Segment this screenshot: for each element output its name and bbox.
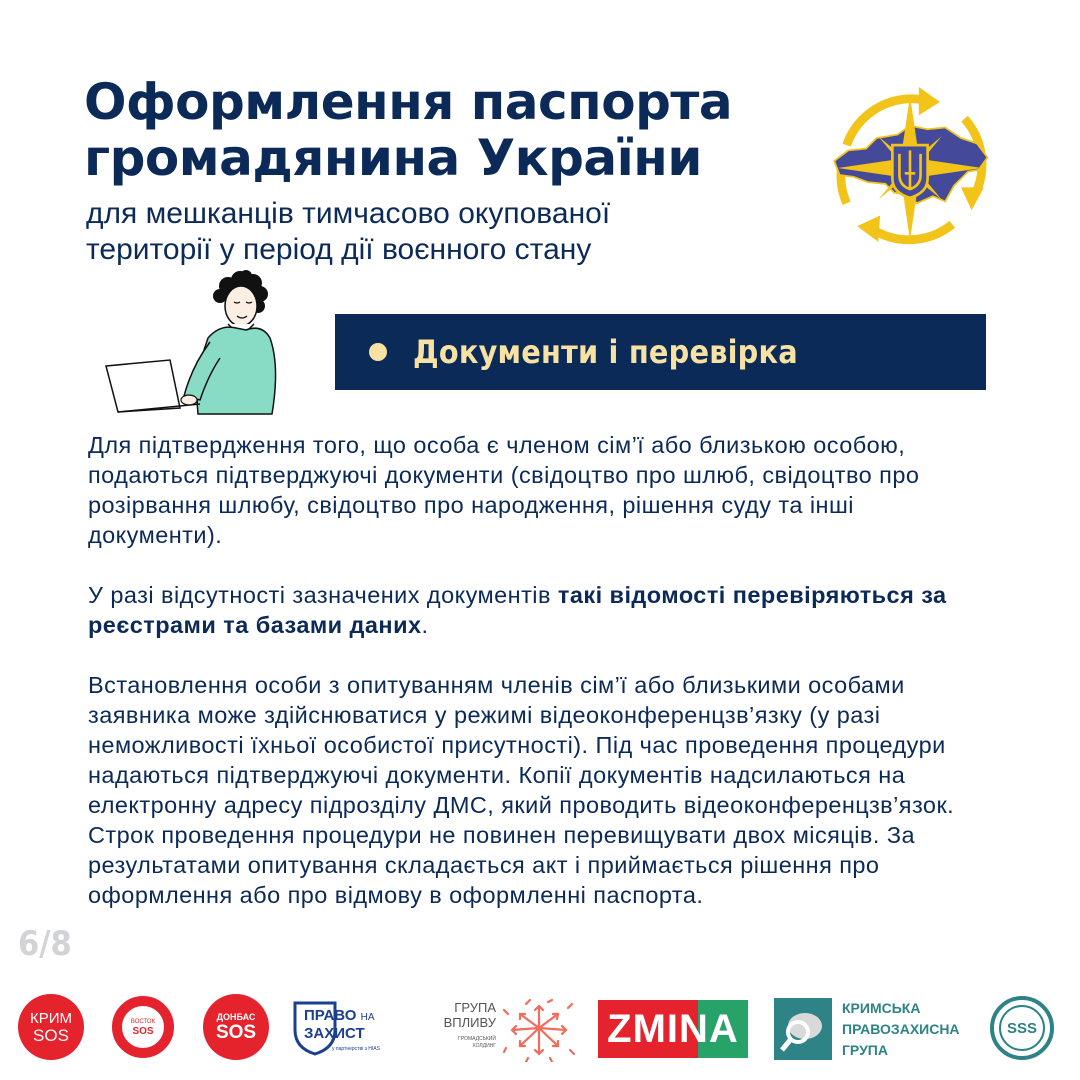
pravo-na-zakhyst-logo bbox=[292, 998, 392, 1060]
section-banner bbox=[335, 314, 986, 390]
paragraph-1: Для підтвердження того, що особа є членом сім’ї або близькою особою, подаються підтверджуючі документи (свідоцтво про шлюб, свідоцтво про розірвання шлюбу, свідоцтво про народження, рішення суду та інші документи). bbox=[88, 432, 920, 548]
kpg-emblem bbox=[774, 998, 832, 1060]
vostok-sos-line-1: ВОСТОК bbox=[130, 1018, 156, 1025]
zmina-logo bbox=[598, 1000, 748, 1058]
grupa-sub-2: ХОЛДИНГ bbox=[472, 1043, 496, 1049]
grupa-vplyvu-logo bbox=[424, 998, 584, 1062]
vostok-sos-line-2: SOS bbox=[132, 1025, 154, 1037]
paragraph-2-bold: такі відомості перевіряються за реєстрами та базами даних bbox=[88, 582, 947, 638]
paragraph-2-start: У разі відсутності зазначених документів bbox=[88, 582, 558, 608]
title-line-1: Оформлення паспорта bbox=[84, 73, 733, 131]
grupa-line-2: ВПЛИВУ bbox=[443, 1015, 496, 1030]
kpg-line-1: КРИМСЬКА bbox=[842, 1000, 921, 1016]
migration-service-emblem-icon bbox=[822, 80, 998, 256]
partner-logos bbox=[0, 990, 1080, 1070]
subtitle-line-1: для мешканців тимчасово окупованої bbox=[86, 197, 611, 230]
bullet-dot-icon bbox=[369, 343, 387, 361]
sss-label: SSS bbox=[1006, 1019, 1037, 1037]
pravo-line-2: ЗАХИСТ bbox=[304, 1025, 365, 1042]
kpg-line-3: ГРУПА bbox=[842, 1042, 888, 1058]
page-subtitle bbox=[86, 196, 610, 268]
crimea-magnifier-icon bbox=[774, 998, 832, 1060]
pravo-na: НА bbox=[360, 1012, 375, 1023]
krym-sos-line-1: КРИМ bbox=[29, 1010, 73, 1027]
pravo-sub: у партнерстві з HIAS bbox=[332, 1046, 380, 1052]
sss-logo bbox=[990, 996, 1054, 1060]
donbas-sos-line-1: ДОНБАС bbox=[216, 1011, 256, 1022]
pravo-line-1: ПРАВО bbox=[304, 1007, 357, 1024]
vostok-sos-logo bbox=[112, 996, 174, 1058]
donbas-sos-logo bbox=[203, 994, 269, 1060]
krym-sos-line-2: SOS bbox=[33, 1026, 69, 1045]
person-with-laptop-icon bbox=[96, 266, 286, 416]
donbas-sos-line-2: SOS bbox=[215, 1021, 257, 1043]
body-text bbox=[88, 430, 988, 940]
kpg-logo bbox=[774, 998, 974, 1062]
zmina-label: ZMINA bbox=[607, 1007, 739, 1051]
krym-sos-logo bbox=[18, 994, 84, 1060]
page-title bbox=[84, 74, 732, 186]
arrows-cluster-icon bbox=[502, 998, 576, 1062]
section-label: Документи і перевірка bbox=[413, 333, 798, 371]
grupa-line-1: ГРУПА bbox=[454, 1000, 496, 1015]
page-indicator: 6/8 bbox=[18, 924, 72, 964]
paragraph-2 bbox=[88, 580, 988, 640]
title-line-2: громадянина України bbox=[84, 129, 702, 187]
paragraph-3: Встановлення особи з опитуванням членів сім’ї або близькими особами заявника може здійснюватися у режимі відеоконференцзв’язку (у разі неможливості їхньої особистої присутності). Під час проведення процедури надаються підтверджуючі документи. Копії документів надсилаються на електронну адресу підрозділу ДМС, який проводить відеоконференцзв’язок. Строк проведення процедури не повинен перевищувати двох місяців. За результатами опитування складається акт і приймається рішення про оформлення або про відмову в оформленні паспорта. bbox=[88, 672, 955, 908]
grupa-sub-1: ГРОМАДСЬКИЙ bbox=[458, 1036, 496, 1042]
kpg-line-2: ПРАВОЗАХИСНА bbox=[842, 1021, 960, 1037]
subtitle-line-2: території у період дії воєнного стану bbox=[86, 233, 592, 266]
paragraph-2-end: . bbox=[421, 612, 429, 638]
